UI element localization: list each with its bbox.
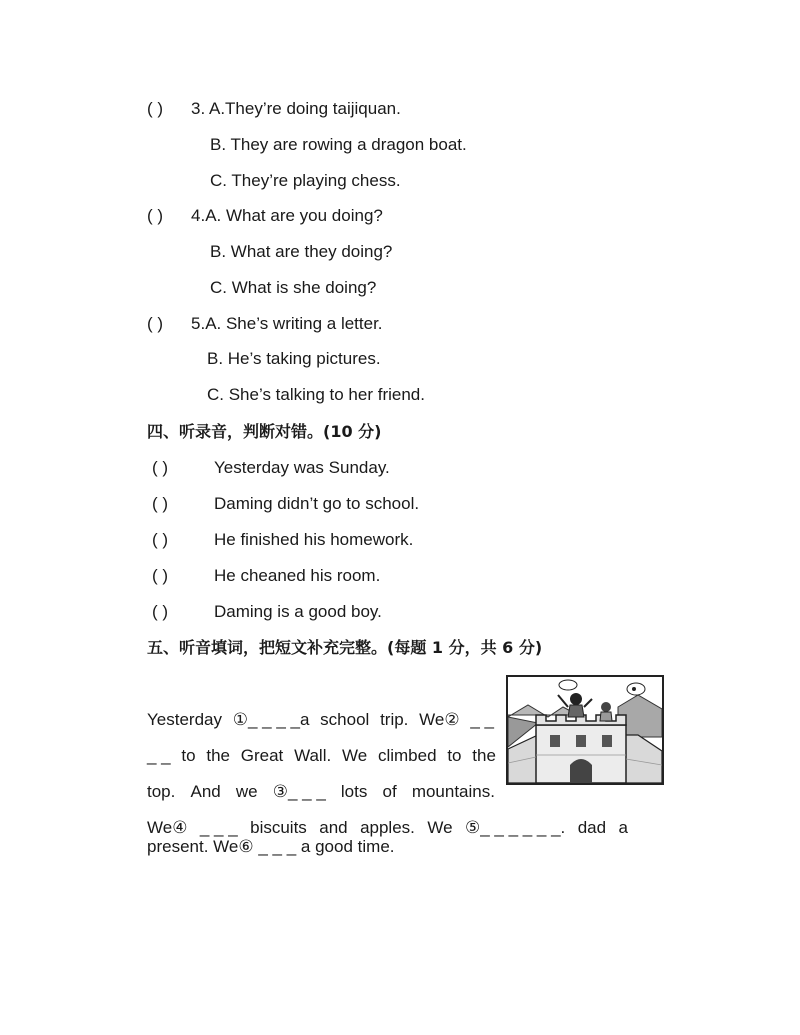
word: trip. <box>380 710 409 729</box>
word: a <box>618 818 628 837</box>
word: good <box>315 837 353 856</box>
word: lots <box>340 782 368 801</box>
word: We <box>427 818 453 837</box>
word: top. <box>147 782 176 801</box>
blank-1[interactable]: ①_ _ _ _a <box>232 710 310 729</box>
judge-statement: Daming is a good boy. <box>214 602 382 621</box>
option-a: A. She’s writing a letter. <box>205 314 383 333</box>
question-4-option-b: B. What are they doing? <box>210 242 393 261</box>
answer-paren[interactable]: ( ) <box>147 99 164 118</box>
blank-6[interactable]: _ _ _ <box>258 837 297 856</box>
word: to <box>447 746 462 765</box>
answer-paren[interactable]: ( ) <box>152 602 169 621</box>
question-4-option-c: C. What is she doing? <box>210 278 377 297</box>
word: the <box>472 746 496 765</box>
section-4-heading: 四、听录音，判断对错。(10 分) <box>147 422 382 441</box>
blank-4[interactable]: _ _ _ <box>199 818 238 837</box>
word: a <box>300 837 311 856</box>
word: Wall. <box>294 746 332 765</box>
word: time. <box>357 837 395 856</box>
judge-item <box>152 493 419 515</box>
blank-2-cont[interactable]: _ _ <box>147 746 171 765</box>
judge-item <box>152 565 380 587</box>
question-5-option-b: B. He’s taking pictures. <box>207 349 381 368</box>
question-3-option-b: B. They are rowing a dragon boat. <box>210 135 467 154</box>
section-5-heading: 五、听音填词，把短文补充完整。(每题 1 分，共 6 分) <box>147 638 543 657</box>
word: And <box>190 782 221 801</box>
passage-line-5 <box>147 836 395 858</box>
answer-paren[interactable]: ( ) <box>152 494 169 513</box>
answer-paren[interactable]: ( ) <box>152 458 169 477</box>
word: We⑥ <box>213 837 254 856</box>
word: and <box>319 818 348 837</box>
option-a: A. What are you doing? <box>205 206 383 225</box>
word: dad <box>577 818 607 837</box>
word: apples. <box>360 818 415 837</box>
word: Great <box>240 746 284 765</box>
passage-line-3 <box>147 781 495 803</box>
word: We <box>341 746 368 765</box>
word: the <box>206 746 230 765</box>
judge-statement: He cheaned his room. <box>214 566 381 585</box>
judge-item <box>152 529 413 551</box>
judge-statement: Daming didn’t go to school. <box>214 494 420 513</box>
question-4 <box>147 205 383 227</box>
question-number: 3. <box>191 99 206 118</box>
question-number: 5. <box>191 314 206 333</box>
great-wall-cartoon-icon <box>508 677 662 783</box>
answer-paren[interactable]: ( ) <box>152 566 169 585</box>
question-number: 4. <box>191 206 206 225</box>
answer-paren[interactable]: ( ) <box>152 530 169 549</box>
word: We④ <box>147 818 188 837</box>
word: Yesterday <box>147 710 222 729</box>
question-5-option-c: C. She’s talking to her friend. <box>207 385 425 404</box>
word: mountains. <box>411 782 495 801</box>
question-3-option-c: C. They’re playing chess. <box>210 171 401 190</box>
judge-statement: He finished his homework. <box>214 530 414 549</box>
judge-item <box>152 457 390 479</box>
word: we <box>235 782 258 801</box>
great-wall-cartoon-picture <box>506 675 664 785</box>
word: school <box>320 710 370 729</box>
word: present. <box>147 837 209 856</box>
word: biscuits <box>250 818 307 837</box>
answer-paren[interactable]: ( ) <box>147 206 164 225</box>
judge-statement: Yesterday was Sunday. <box>214 458 390 477</box>
answer-paren[interactable]: ( ) <box>147 314 164 333</box>
option-a: A.They’re doing taijiquan. <box>208 99 401 118</box>
word: to <box>181 746 196 765</box>
blank-3[interactable]: ③_ _ _ <box>272 782 326 801</box>
question-3 <box>147 98 401 120</box>
word: climbed <box>377 746 437 765</box>
word: of <box>382 782 397 801</box>
judge-item <box>152 601 382 623</box>
blank-2[interactable]: _ _ <box>470 710 494 729</box>
word: We② <box>419 710 460 729</box>
question-5 <box>147 313 383 335</box>
passage-line-2 <box>147 745 496 767</box>
passage-line-1 <box>147 709 494 731</box>
blank-5[interactable]: ⑤_ _ _ _ _ _. <box>464 818 566 837</box>
